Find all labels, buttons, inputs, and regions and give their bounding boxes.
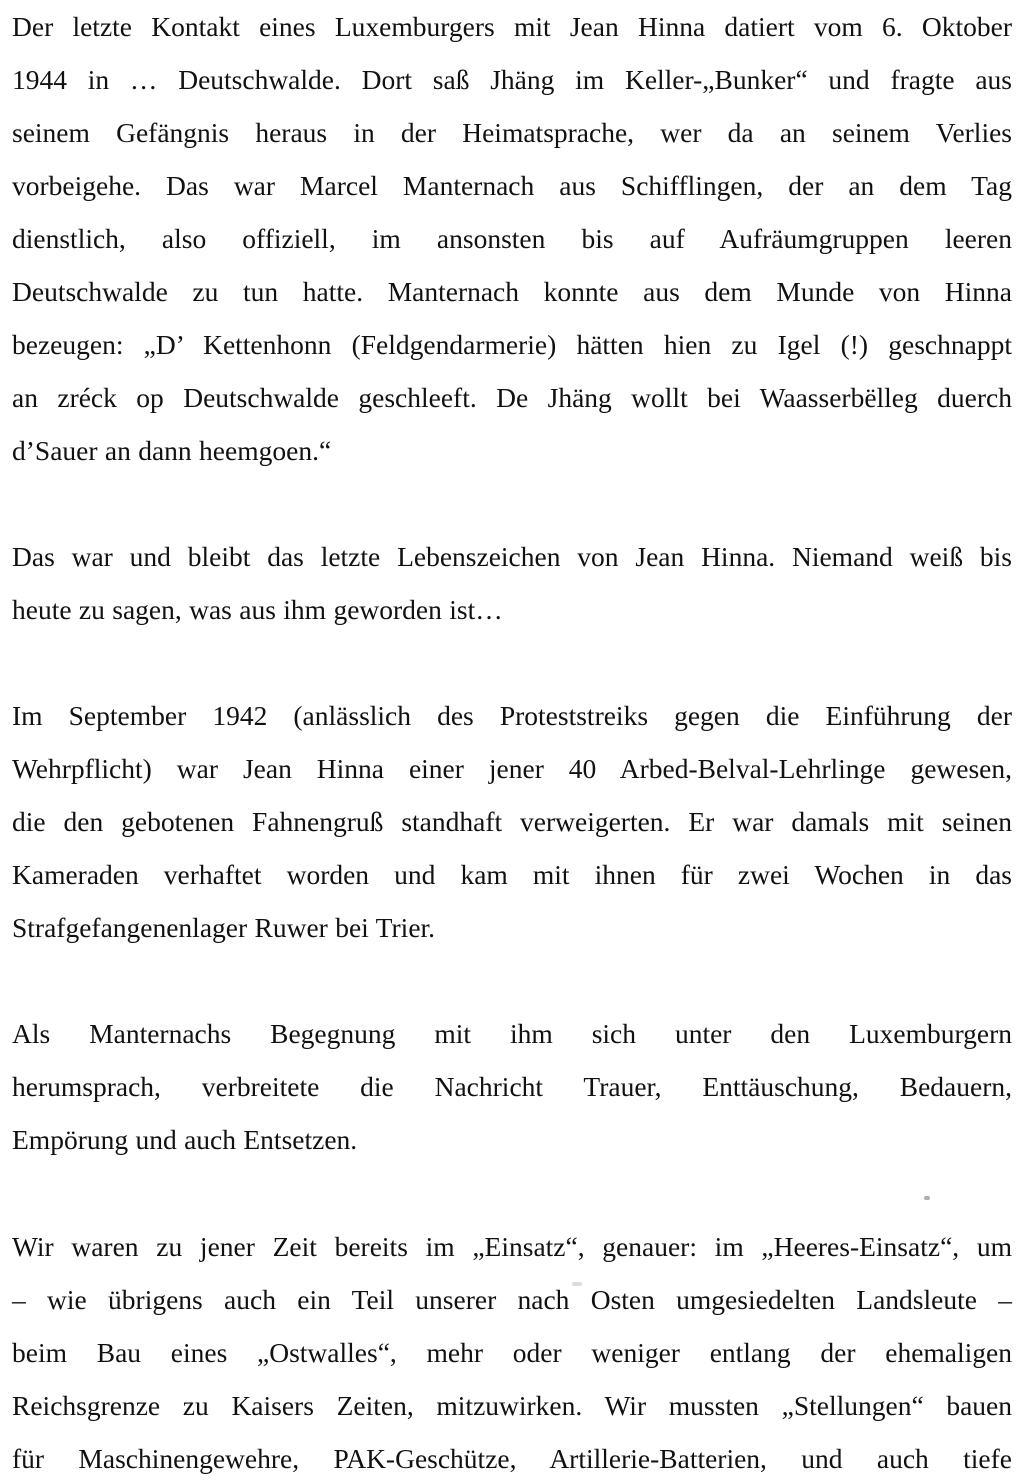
text-line: Reichsgrenze zu Kaisers Zeiten, mitzuwirken. Wir mussten „Stellungen“ bauen bbox=[12, 1390, 1012, 1421]
scan-speck bbox=[572, 1282, 582, 1286]
text-line: an zréck op Deutschwalde geschleeft. De Jhäng wollt bei Waasserbëlleg duerch bbox=[12, 382, 1012, 413]
scan-speck bbox=[924, 1196, 930, 1200]
text-line: Der letzte Kontakt eines Luxemburgers mit Jean Hinna datiert vom 6. Oktober bbox=[12, 11, 1012, 42]
paragraph-last-sign-of-life bbox=[12, 530, 1012, 636]
text-line: Kameraden verhaftet worden und kam mit ihnen für zwei Wochen in das bbox=[12, 859, 1012, 890]
text-line: herumsprach, verbreitete die Nachricht Trauer, Enttäuschung, Bedauern, bbox=[12, 1071, 1012, 1102]
text-line: heute zu sagen, was aus ihm geworden ist… bbox=[12, 594, 503, 625]
paragraph-einsatz bbox=[12, 1220, 1012, 1484]
text-line: Im September 1942 (anlässlich des Proteststreiks gegen die Einführung der bbox=[12, 700, 1012, 731]
text-line: Strafgefangenenlager Ruwer bei Trier. bbox=[12, 912, 436, 943]
text-line: Wir waren zu jener Zeit bereits im „Einsatz“, genauer: im „Heeres-Einsatz“, um bbox=[12, 1231, 1012, 1262]
text-line: seinem Gefängnis heraus in der Heimatsprache, wer da an seinem Verlies bbox=[12, 117, 1012, 148]
text-line: dienstlich, also offiziell, im ansonsten bis auf Aufräumgruppen leeren bbox=[12, 223, 1012, 254]
text-line: – wie übrigens auch ein Teil unserer nach Osten umgesiedelten Landsleute – bbox=[12, 1284, 1012, 1315]
text-line: vorbeigehe. Das war Marcel Manternach aus Schifflingen, der an dem Tag bbox=[12, 170, 1012, 201]
text-line: Als Manternachs Begegnung mit ihm sich unter den Luxemburgern bbox=[12, 1018, 1012, 1049]
text-line: bezeugen: „D’ Kettenhonn (Feldgendarmerie) hätten hien zu Igel (!) geschnappt bbox=[12, 329, 1012, 360]
paragraph-last-contact bbox=[12, 0, 1012, 477]
text-line: d’Sauer an dann heemgoen.“ bbox=[12, 435, 332, 466]
text-line: die den gebotenen Fahnengruß standhaft verweigerten. Er war damals mit seinen bbox=[12, 806, 1012, 837]
paragraph-september-1942 bbox=[12, 689, 1012, 954]
text-line: Wehrpflicht) war Jean Hinna einer jener 40 Arbed-Belval-Lehrlinge gewesen, bbox=[12, 753, 1012, 784]
text-line: beim Bau eines „Ostwalles“, mehr oder weniger entlang der ehemaligen bbox=[12, 1337, 1012, 1368]
paragraph-manternach-encounter bbox=[12, 1007, 1012, 1166]
text-line: Das war und bleibt das letzte Lebenszeichen von Jean Hinna. Niemand weiß bis bbox=[12, 541, 1012, 572]
text-line: für Maschinengewehre, PAK-Geschütze, Artillerie-Batterien, und auch tiefe bbox=[12, 1443, 1012, 1474]
text-line: Empörung und auch Entsetzen. bbox=[12, 1124, 358, 1155]
text-line: 1944 in … Deutschwalde. Dort saß Jhäng im Keller-„Bunker“ und fragte aus bbox=[12, 64, 1012, 95]
text-line: Deutschwalde zu tun hatte. Manternach konnte aus dem Munde von Hinna bbox=[12, 276, 1012, 307]
